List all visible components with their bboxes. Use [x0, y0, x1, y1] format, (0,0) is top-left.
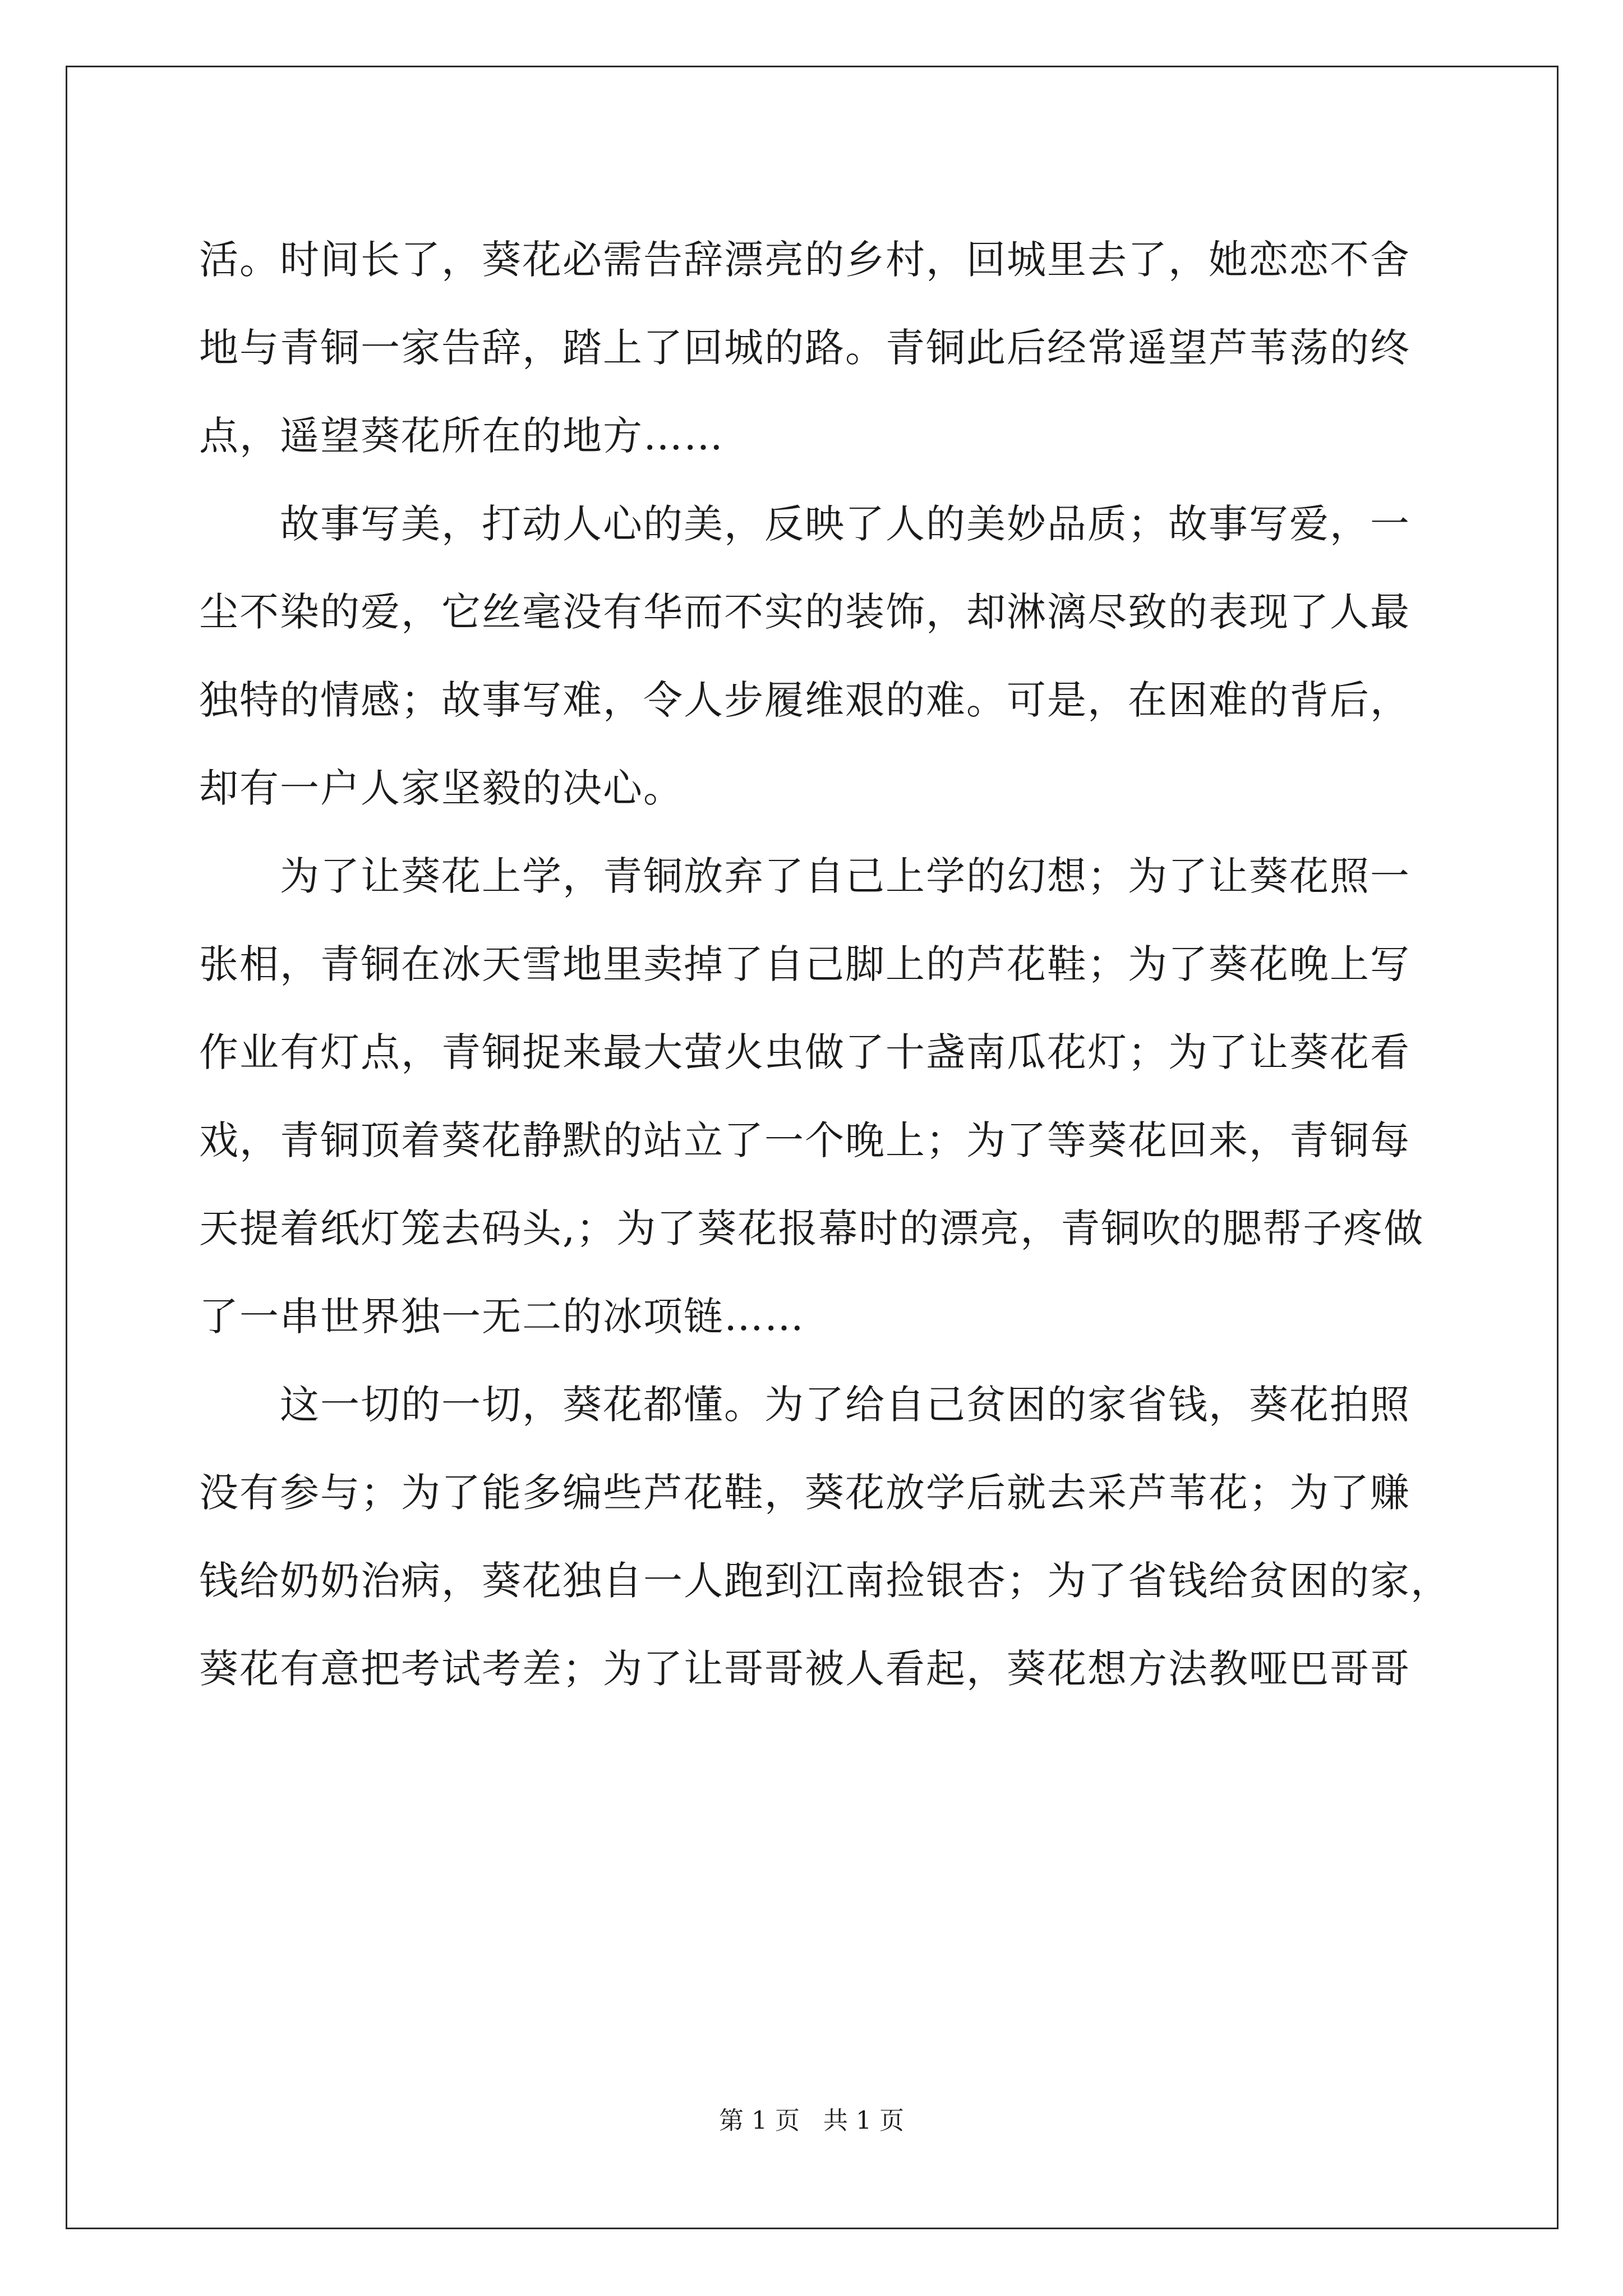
- body-line: 活。时间长了，葵花必需告辞漂亮的乡村，回城里去了，她恋恋不舍: [199, 237, 1410, 283]
- body-line: 作业有灯点，青铜捉来最大萤火虫做了十盏南瓜花灯；为了让葵花看: [199, 1029, 1410, 1075]
- body-line: 点，遥望葵花所在的地方……: [199, 413, 724, 459]
- document-body: [199, 216, 1451, 1713]
- body-line: 戏，青铜顶着葵花静默的站立了一个晚上；为了等葵花回来，青铜每: [199, 1117, 1410, 1163]
- page-number-footer: 第 1 页 共 1 页: [719, 2106, 904, 2135]
- body-line: 张相，青铜在冰天雪地里卖掉了自己脚上的芦花鞋；为了葵花晚上写: [199, 941, 1410, 987]
- body-line: 没有参与；为了能多编些芦花鞋，葵花放学后就去采芦苇花；为了赚: [199, 1470, 1410, 1516]
- body-line: 独特的情感；故事写难，令人步履维艰的难。可是，在困难的背后，: [199, 677, 1410, 723]
- body-line: 这一切的一切，葵花都懂。为了给自己贫困的家省钱，葵花拍照: [199, 1382, 1410, 1428]
- body-line: 尘不染的爱，它丝毫没有华而不实的装饰，却淋漓尽致的表现了人最: [199, 589, 1410, 635]
- body-line: 天提着纸灯笼去码头,；为了葵花报幕时的漂亮，青铜吹的腮帮子疼做: [199, 1205, 1424, 1251]
- body-line: 葵花有意把考试考差；为了让哥哥被人看起，葵花想方法教哑巴哥哥: [199, 1646, 1410, 1692]
- body-line: 为了让葵花上学，青铜放弃了自己上学的幻想；为了让葵花照一: [199, 853, 1410, 899]
- body-line: 了一串世界独一无二的冰项链……: [199, 1294, 805, 1340]
- body-line: 地与青铜一家告辞，踏上了回城的路。青铜此后经常遥望芦苇荡的终: [199, 325, 1410, 371]
- body-line: 故事写美，打动人心的美，反映了人的美妙品质；故事写爱，一: [199, 501, 1410, 547]
- body-line: 却有一户人家坚毅的决心。: [199, 765, 684, 811]
- body-line: 钱给奶奶治病，葵花独自一人跑到江南捡银杏；为了省钱给贫困的家，: [199, 1558, 1451, 1604]
